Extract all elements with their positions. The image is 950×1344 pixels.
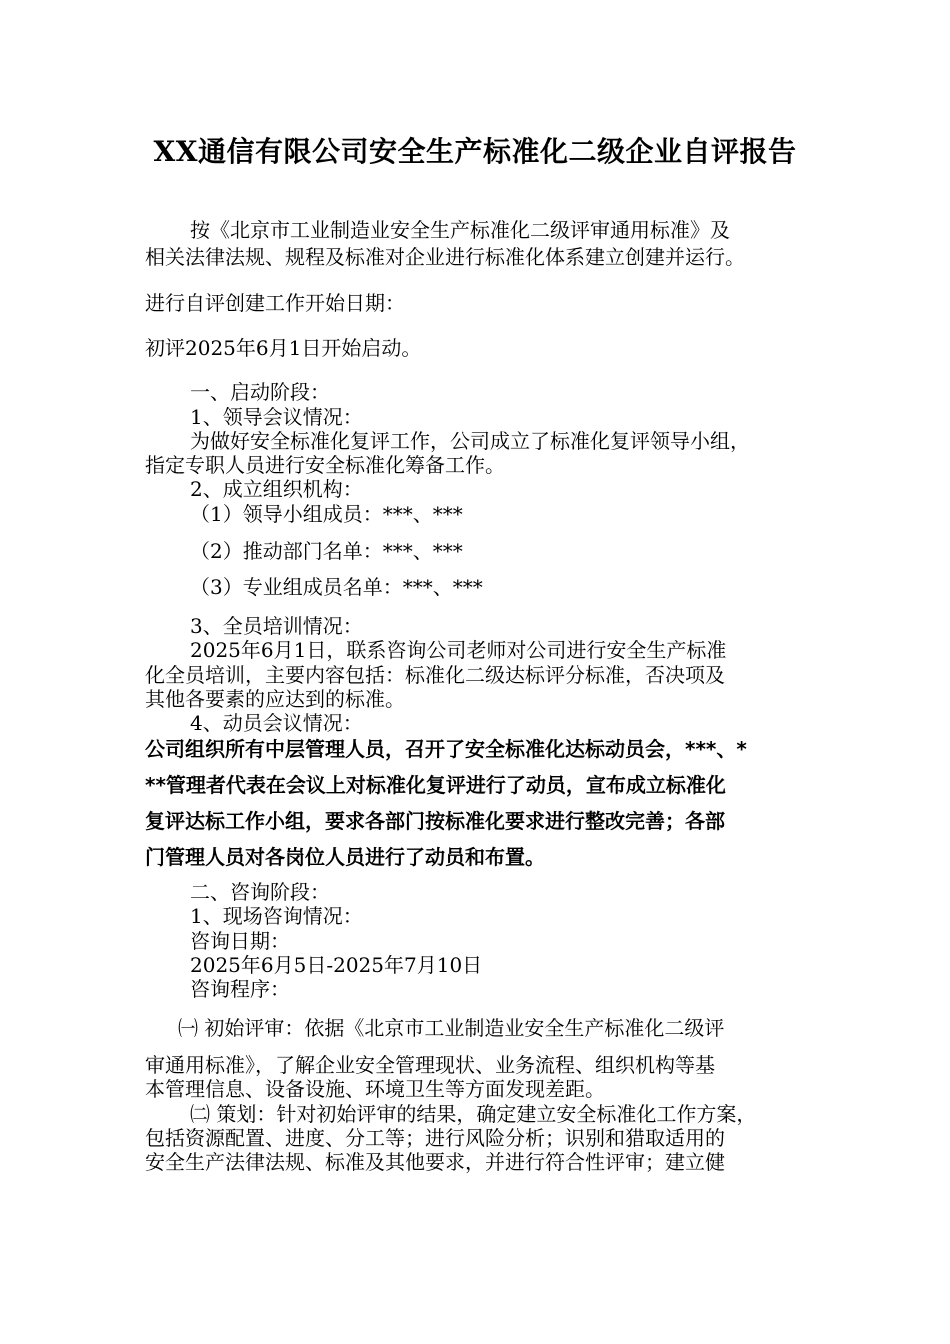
- paragraph-line: 咨询日期：: [190, 929, 290, 953]
- paragraph-line: 初评2025年6月1日开始启动。: [145, 336, 422, 360]
- subsection-heading: 1、领导会议情况：: [190, 405, 363, 429]
- paragraph-line: ㈡ 策划：针对初始评审的结果，确定建立安全标准化工作方案，: [190, 1102, 757, 1126]
- bold-paragraph-line: **管理者代表在会议上对标准化复评进行了动员，宣布成立标准化: [145, 773, 726, 797]
- paragraph-line: 进行自评创建工作开始日期：: [145, 291, 405, 315]
- paragraph-line: 本管理信息、设备设施、环境卫生等方面发现差距。: [145, 1077, 605, 1101]
- paragraph-line: 审通用标准》，了解企业安全管理现状、业务流程、组织机构等基: [145, 1053, 715, 1077]
- paragraph-line: 相关法律法规、规程及标准对企业进行标准化体系建立创建并运行。: [145, 245, 745, 269]
- list-item: （3）专业组成员名单：***、***: [190, 575, 483, 599]
- page-title: XX通信有限公司安全生产标准化二级企业自评报告: [153, 135, 797, 168]
- list-item: （2）推动部门名单：***、***: [190, 539, 463, 563]
- subsection-heading: 1、现场咨询情况：: [190, 904, 363, 928]
- subsection-heading: 2、成立组织机构：: [190, 477, 363, 501]
- bold-paragraph-line: 公司组织所有中层管理人员，召开了安全标准化达标动员会，***、*: [145, 737, 747, 761]
- paragraph-line: 化全员培训，主要内容包括：标准化二级达标评分标准，否决项及: [145, 663, 725, 687]
- section-heading: 二、咨询阶段：: [190, 880, 330, 904]
- list-item: （1）领导小组成员：***、***: [190, 502, 463, 526]
- paragraph-line: ㈠ 初始评审：依据《北京市工业制造业安全生产标准化二级评: [178, 1016, 725, 1040]
- subsection-heading: 3、全员培训情况：: [190, 614, 363, 638]
- bold-paragraph-line: 门管理人员对各岗位人员进行了动员和布置。: [145, 845, 545, 869]
- subsection-heading: 4、动员会议情况：: [190, 711, 363, 735]
- paragraph-line: 2025年6月5日-2025年7月10日: [190, 953, 483, 977]
- paragraph-line: 其他各要素的应达到的标准。: [145, 687, 405, 711]
- paragraph-line: 按《北京市工业制造业安全生产标准化二级评审通用标准》及: [190, 218, 730, 242]
- paragraph-line: 为做好安全标准化复评工作，公司成立了标准化复评领导小组，: [190, 429, 750, 453]
- paragraph-line: 指定专职人员进行安全标准化筹备工作。: [145, 453, 505, 477]
- paragraph-line: 包括资源配置、进度、分工等；进行风险分析；识别和猎取适用的: [145, 1126, 725, 1150]
- paragraph-line: 安全生产法律法规、标准及其他要求，并进行符合性评审；建立健: [145, 1150, 725, 1174]
- paragraph-line: 2025年6月1日，联系咨询公司老师对公司进行安全生产标准: [190, 638, 727, 662]
- section-heading: 一、启动阶段：: [190, 380, 330, 404]
- paragraph-line: 咨询程序：: [190, 977, 290, 1001]
- bold-paragraph-line: 复评达标工作小组，要求各部门按标准化要求进行整改完善；各部: [145, 809, 725, 833]
